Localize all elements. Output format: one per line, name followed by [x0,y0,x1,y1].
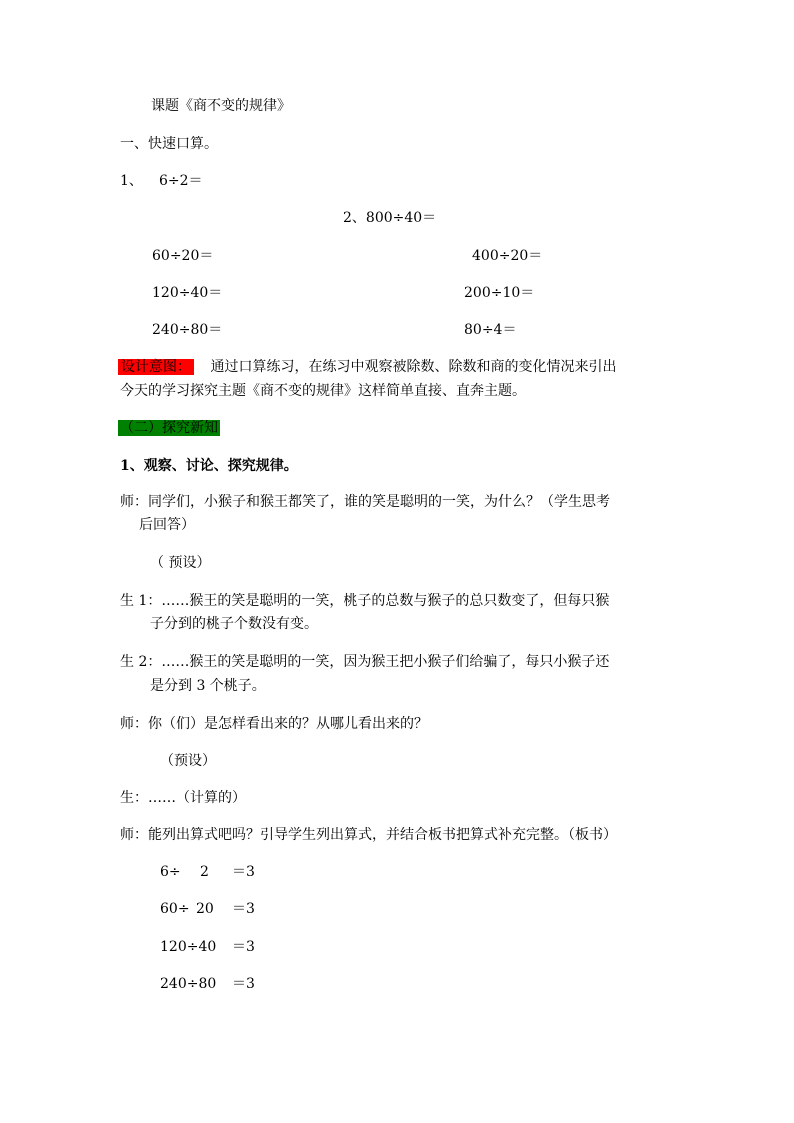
paragraph-8: 师：能列出算式吧吗？引导学生列出算式，并结合板书把算式补充完整。（板书） [120,827,617,843]
design-intent-text-1: 通过口算练习，在练习中观察被除数、除数和商的变化情况来引出 [210,359,617,375]
paragraph-1-line2: 后回答） [139,517,195,533]
section2-subheading: 1、观察、讨论、探究规律。 [120,458,298,474]
formula-row-1 [160,862,255,882]
section2-heading-wrap [118,418,220,438]
grid-left-3: 240÷80＝ [152,322,223,338]
design-intent-label: 设计意图： [118,359,194,375]
formula-dividend: 6÷ [160,864,181,880]
paragraph-4-line1: 生 2：……猴王的笑是聪明的一笑，因为猴王把小猴子们给骗了，每只小猴子还 [120,654,610,670]
grid-right-3: 80÷4＝ [464,322,517,338]
section2-heading: （二）探究新知 [120,420,218,436]
paragraph-6: （预设） [160,753,216,769]
paragraph-3-line2: 子分到的桃子个数没有变。 [150,616,318,632]
paragraph-5: 师：你（们）是怎样看出来的？从哪儿看出来的？ [120,716,428,732]
design-intent-line2: 今天的学习探究主题《商不变的规律》这样简单直接、直奔主题。 [120,383,526,399]
item1-number: 1、 [120,173,143,189]
paragraph-4-line2: 是分到 3 个桃子。 [150,678,266,694]
formula-dividend: 120÷40 [160,939,217,955]
formula-dividend: 60÷ [160,901,190,917]
paragraph-1-line1: 师：同学们，小猴子和猴王都笑了，谁的笑是聪明的一笑，为什么？（学生思考 [120,494,610,510]
formula-dividend: 240÷80 [160,976,217,992]
formula-result: ＝3 [232,901,255,917]
formula-divisor: 20 [196,901,214,917]
formula-divisor: 2 [200,864,209,880]
grid-left-2: 120÷40＝ [152,285,223,301]
grid-right-1: 400÷20＝ [472,248,543,264]
formula-row-2 [160,899,255,919]
paragraph-3-line1: 生 1：……猴王的笑是聪明的一笑，桃子的总数与猴子的总只数变了，但每只猴 [120,593,610,609]
paragraph-7: 生：……（计算的） [120,790,246,806]
formula-result: ＝3 [232,864,255,880]
design-intent-line1 [118,357,616,377]
grid-left-1: 60÷20＝ [152,248,214,264]
formula-result: ＝3 [232,939,255,955]
formula-row-4 [160,974,255,994]
lesson-title: 课题《商不变的规律》 [151,98,291,114]
section1-heading: 一、快速口算。 [120,136,218,152]
formula-result: ＝3 [232,976,255,992]
grid-right-2: 200÷10＝ [464,285,535,301]
formula-row-3 [160,937,255,957]
paragraph-2: （ 预设） [150,555,211,571]
item2-expression: 2、800÷40＝ [343,210,437,226]
item1-expression: 6÷2＝ [159,173,203,189]
